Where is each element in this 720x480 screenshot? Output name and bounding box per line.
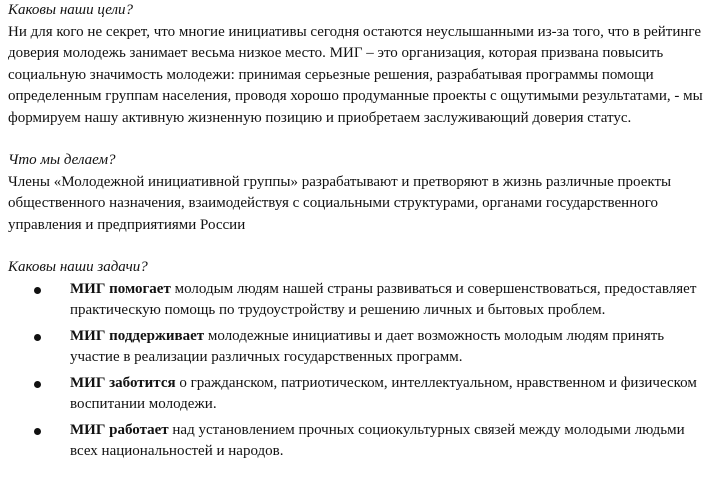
bullet-icon <box>34 287 41 294</box>
task-text: молодежные инициативы и дает возможность молодым людям принять участие в реализации различных государственных программ. <box>70 327 665 365</box>
section-goals <box>8 0 706 129</box>
section-tasks <box>8 257 706 463</box>
bullet-icon <box>34 334 41 341</box>
task-lead: МИГ поддерживает <box>70 327 205 344</box>
tasks-list <box>8 279 706 463</box>
section-what-we-do <box>8 150 706 236</box>
what-we-do-paragraph: Члены «Молодежной инициативной группы» разрабатывают и претворяют в жизнь различные проекты общественного назначения, взаимодействуя с социальными структурами, органами государственного управления и предприятиями России <box>8 173 672 233</box>
list-item <box>70 326 706 369</box>
what-we-do-heading: Что мы делаем? <box>8 152 116 168</box>
bullet-icon <box>34 428 41 435</box>
task-lead: МИГ помогает <box>70 280 171 297</box>
goals-paragraph: Ни для кого не секрет, что многие инициативы сегодня остаются неуслышанными из-за того, что в рейтинге доверия молодежь занимает весьма низкое место. МИГ – это организация, которая призвана повысить социальную значимость молодежи: принимая серьезные решения, разрабатывая программы помощи определенным группам населения, проводя хорошо продуманные проекты с ощутимыми результатами, - мы формируем нашу активную жизненную позицию и приобретаем заслуживающий доверия статус. <box>8 23 703 126</box>
list-item <box>70 420 706 463</box>
list-item <box>70 279 706 322</box>
goals-heading: Каковы наши цели? <box>8 2 134 18</box>
task-text: о гражданском, патриотическом, интеллектуальном, нравственном и физическом воспитании молодежи. <box>70 374 697 412</box>
spacer <box>8 129 706 150</box>
task-lead: МИГ работает <box>70 421 169 438</box>
list-item <box>70 373 706 416</box>
bullet-icon <box>34 381 41 388</box>
task-lead: МИГ заботится <box>70 374 176 391</box>
tasks-heading: Каковы наши задачи? <box>8 259 148 275</box>
task-text: над установлением прочных социокультурных связей между молодыми людьми всех национальностей и народов. <box>70 421 685 459</box>
spacer <box>8 236 706 257</box>
task-text: молодым людям нашей страны развиваться и совершенствоваться, предоставляет практическую помощь по трудоустройству и решению личных и бытовых проблем. <box>70 280 697 318</box>
